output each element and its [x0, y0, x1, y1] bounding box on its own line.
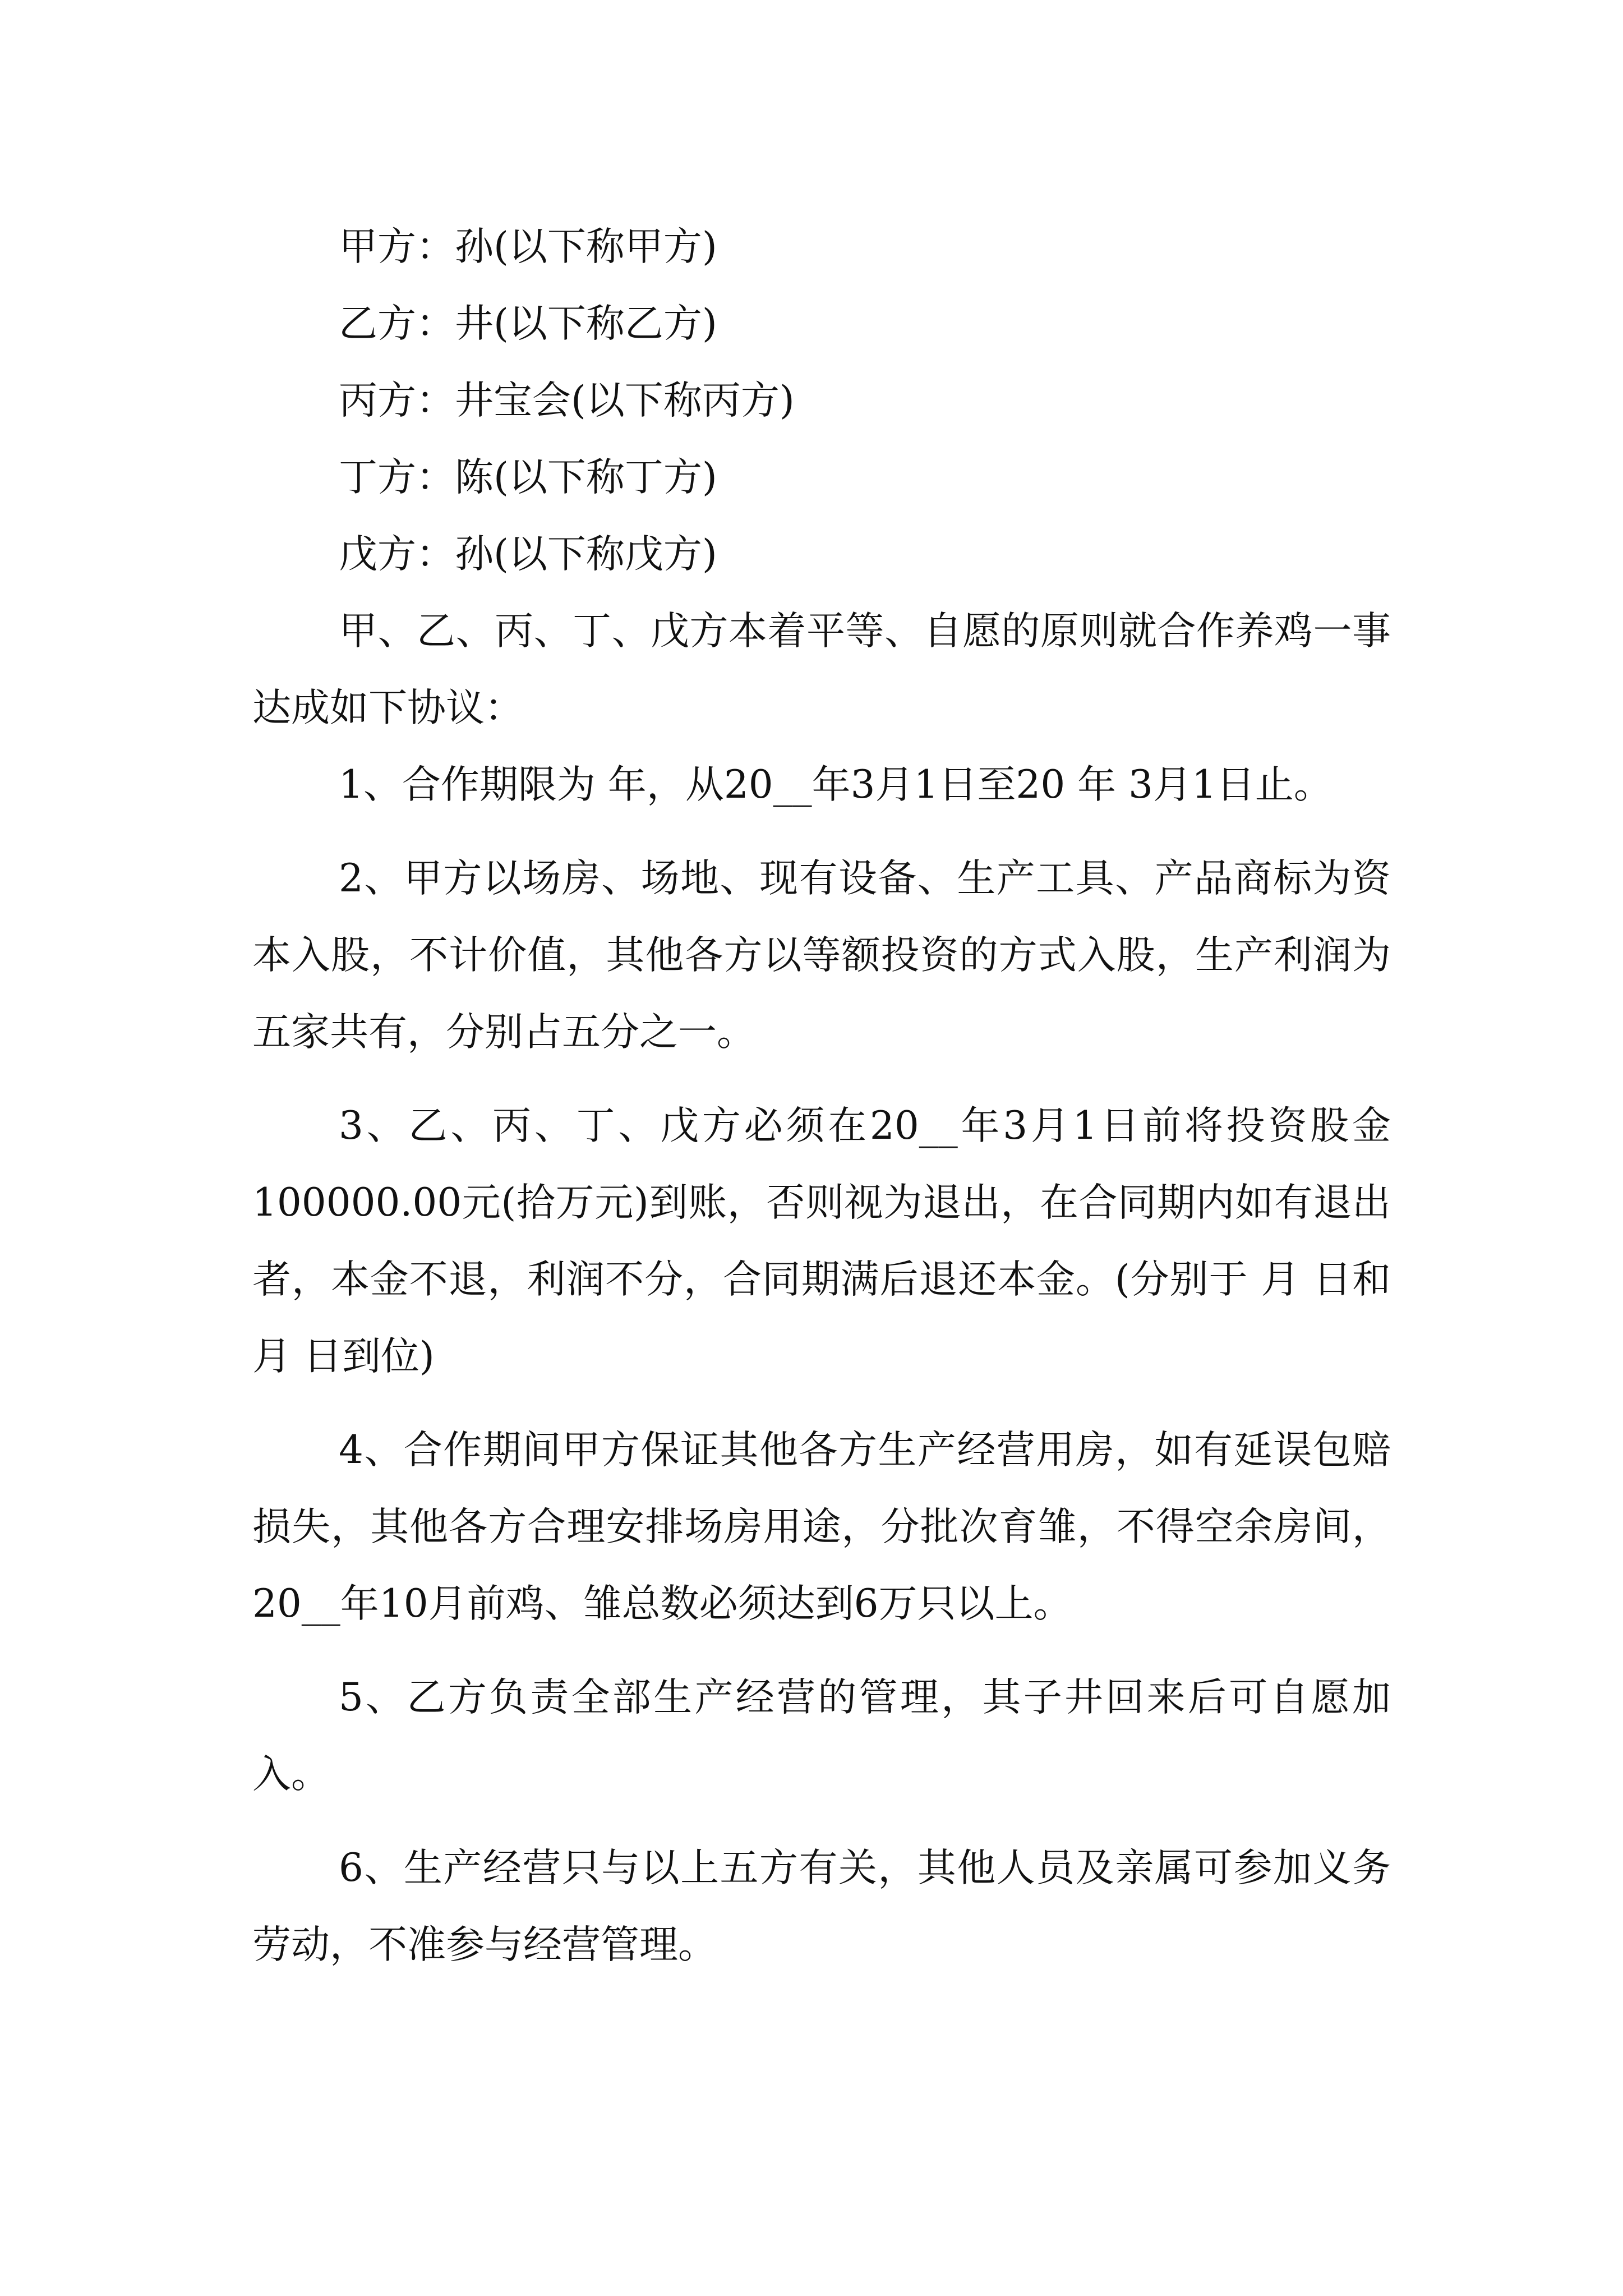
intro-paragraph: 甲、乙、丙、丁、戊方本着平等、自愿的原则就合作养鸡一事达成如下协议：: [252, 609, 1391, 730]
clause-6: 6、生产经营只与以上五方有关，其他人员及亲属可参加义务劳动，不准参与经营管理。: [252, 1846, 1391, 1967]
party-line-wu: 戊方：孙(以下称戊方): [339, 532, 717, 577]
clause-4: 4、合作期间甲方保证其他各方生产经营用房，如有延误包赔损失，其他各方合理安排场房用途，分批次育雏，不得空余房间，20__年10月前鸡、雏总数必须达到6万只以上。: [252, 1428, 1391, 1626]
document-body: [252, 209, 1391, 1984]
party-line-bing: 丙方：井宝会(以下称丙方): [339, 378, 795, 423]
clause-1: 1、合作期限为 年，从20__年3月1日至20 年 3月1日止。: [339, 762, 1332, 807]
party-line-yi: 乙方：井(以下称乙方): [339, 301, 717, 346]
clause-3: 3、乙、丙、丁、戊方必须在20__年3月1日前将投资股金100000.00元(拾万元)到账，否则视为退出，在合同期内如有退出者，本金不退，利润不分，合同期满后退还本金。(分别于 月 日和 月 日到位): [252, 1103, 1391, 1379]
party-line-ding: 丁方：陈(以下称丁方): [339, 455, 717, 500]
party-line-jia: 甲方：孙(以下称甲方): [339, 224, 717, 269]
clause-2: 2、甲方以场房、场地、现有设备、生产工具、产品商标为资本入股，不计价值，其他各方以等额投资的方式入股，生产利润为五家共有，分别占五分之一。: [252, 856, 1391, 1055]
clause-5: 5、乙方负责全部生产经营的管理，其子井回来后可自愿加入。: [252, 1675, 1391, 1797]
